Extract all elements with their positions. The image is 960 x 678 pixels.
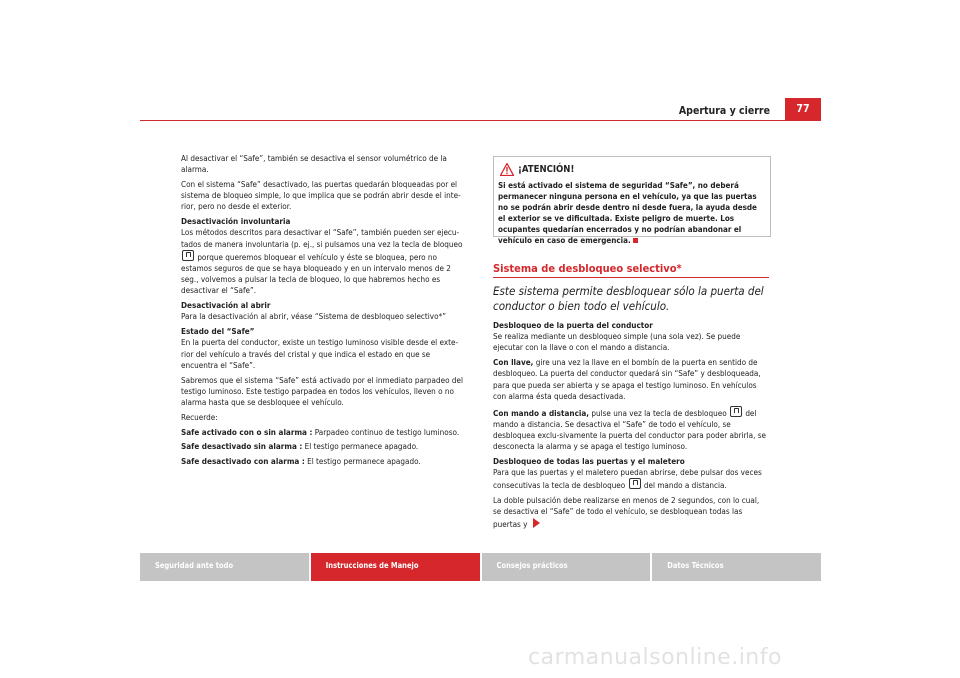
subheading-desactivacion-involuntaria: Desactivación involuntaria <box>181 216 291 227</box>
inline-label: Con mando a distancia, <box>493 407 590 418</box>
warning-text: Si está activado el sistema de seguridad “Safe”, no deberá permanecer ninguna persona en el vehículo, ya que las puertas no se podrán abrir desde dentro ni desde fuera, la ayuda desde el exterior se ve dificultada. Existe peligro de muerte. Los ocupantes quedarían encerrados y no podrían abandonar el vehículo en caso de emergencia. <box>498 181 757 245</box>
paragraph: Recuerde: <box>181 411 218 422</box>
paragraph: Se realiza mediante un desbloqueo simple (una sola vez). Se puede ejecutar con la llave o con el mando a distancia. <box>493 331 741 353</box>
status-line <box>181 456 469 467</box>
tab-consejos[interactable]: Consejos prácticos <box>482 553 651 581</box>
header-rule <box>140 120 821 121</box>
chapter-title: Apertura y cierre <box>678 105 770 117</box>
unlock-key-icon <box>730 406 742 417</box>
warning-box <box>493 156 771 245</box>
paragraph: Con el sistema “Safe” desactivado, las puertas quedarán bloqueadas por el sistema de bloqueo simple, lo que implica que se podrán abrir desde el inte-rior, pero no desde el exterior. <box>181 179 461 212</box>
subheading-desbloqueo-conductor: Desbloqueo de la puerta del conductor <box>493 320 653 330</box>
status-text: El testigo permanece apagado. <box>307 456 421 467</box>
status-label: Safe desactivado sin alarma : <box>181 441 303 452</box>
tab-instrucciones[interactable]: Instrucciones de Manejo <box>311 553 480 581</box>
paragraph: Para la desactivación al abrir, véase “Sistema de desbloqueo selectivo*” <box>181 311 446 322</box>
status-label: Safe desactivado con alarma : <box>181 456 305 467</box>
status-text: El testigo permanece apagado. <box>304 441 419 452</box>
continue-arrow-icon <box>533 518 540 528</box>
text: La doble pulsación debe realizarse en menos de 2 segundos, con lo cual, se desactiva el “Safe” de todo el vehículo, se desbloquean todas las puertas y <box>493 495 760 529</box>
subheading-desactivacion-al-abrir: Desactivación al abrir <box>181 300 271 311</box>
section-rule <box>493 277 769 278</box>
lock-key-icon <box>182 250 194 261</box>
tab-datos[interactable]: Datos Técnicos <box>652 553 821 581</box>
subheading-desbloqueo-todas: Desbloqueo de todas las puertas y el maletero <box>493 456 685 467</box>
footer-nav <box>140 553 821 581</box>
right-column <box>493 320 769 533</box>
status-line <box>181 441 469 452</box>
status-label: Safe activado con o sin alarma : <box>181 426 313 437</box>
text: Para que las puertas y el maletero puedan abrirse, debe pulsar dos veces consecutivas la tecla de desbloqueo <box>493 467 762 491</box>
section-title: Sistema de desbloqueo selectivo* <box>493 262 682 275</box>
paragraph <box>493 357 769 402</box>
unlock-key-icon <box>629 478 641 489</box>
section-lead: Este sistema permite desbloquear sólo la puerta del conductor o bien todo el vehículo. <box>493 284 764 313</box>
warning-title: ¡ATENCIÓN! <box>518 164 575 175</box>
paragraph <box>493 467 769 491</box>
text: pulse una vez la tecla de desbloqueo <box>591 407 727 418</box>
end-marker-icon <box>633 238 638 243</box>
subheading-estado-safe: Estado del “Safe” <box>181 326 255 337</box>
text: porque queremos bloquear el vehículo y éste se bloquea, pero no estamos seguros de que se haya bloqueado y en un intervalo menos de 2 seg., volvemos a pulsar la tecla de bloqueo, lo que habremos hecho es desactivar el “Safe”. <box>181 251 451 296</box>
text: del mando a distancia. <box>643 480 727 491</box>
text: gire una vez la llave en el bombín de la puerta en sentido de desbloqueo. La puerta del conductor quedará sin “Safe” y desbloqueada, para que pueda ser abierta y se apaga el testigo luminoso. En vehículos con alarma ésta queda desactivada. <box>493 357 761 401</box>
inline-label: Con llave, <box>493 357 534 368</box>
watermark: carmanualsonline.info <box>528 645 782 670</box>
status-text: Parpadeo continuo de testigo luminoso. <box>314 426 460 437</box>
paragraph: Sabremos que el sistema “Safe” está activado por el inmediato parpadeo del testigo luminoso. Este testigo parpadea en todos los vehículos, lleven o no alarma hasta que se desbloquee el vehículo. <box>181 374 464 408</box>
paragraph: En la puerta del conductor, existe un testigo luminoso visible desde el exte-rior del vehículo a través del cristal y que indica el estado en que se encuentra el “Safe”. <box>181 337 459 370</box>
text: del mando a distancia. Se desactiva el “Safe” de todo el vehículo, se desbloquea exclu-sivamente la puerta del conductor para poder abrirla, se desconecta la alarma y se apaga el testigo luminoso. <box>493 407 767 452</box>
status-line <box>181 427 469 438</box>
paragraph <box>493 495 769 530</box>
warning-triangle-icon <box>500 163 514 176</box>
left-column <box>181 153 469 471</box>
text: Los métodos descritos para desactivar el “Safe”, también pueden ser ejecu-tados de manera involuntaria (p. ej., si pulsamos una vez la tecla de bloqueo <box>181 227 463 249</box>
page-number: 77 <box>785 98 821 120</box>
paragraph <box>493 406 769 453</box>
tab-seguridad[interactable]: Seguridad ante todo <box>140 553 309 581</box>
paragraph: Al desactivar el “Safe”, también se desactiva el sensor volumétrico de la alarma. <box>181 153 447 175</box>
paragraph <box>181 227 469 296</box>
warning-body <box>498 180 766 246</box>
